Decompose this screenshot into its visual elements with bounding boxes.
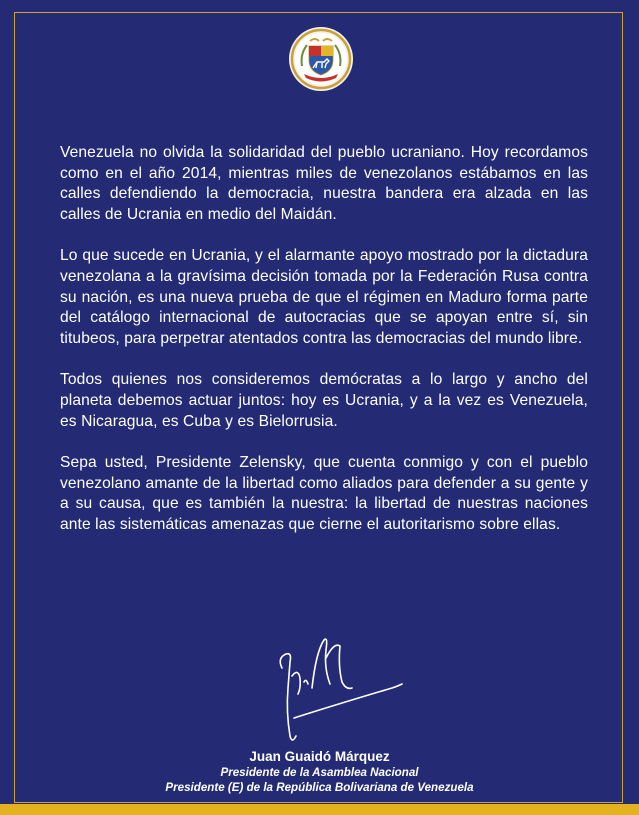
letter-body	[60, 143, 588, 557]
bottom-accent-bar	[0, 804, 639, 815]
letter-paragraph-2: Lo que sucede en Ucrania, y el alarmante apoyo mostrado por la dictadura venezolana a la gravísima decisión tomada por la Federación Rusa contra su nación, es una nueva prueba de que el régimen en Maduro forma parte del catálogo internacional de autocracias que se apoyan entre sí, sin titubeos, para perpetrar atentados contra las democracias del mundo libre.	[60, 247, 588, 347]
letter-paragraph-3: Todos quienes nos consideremos demócratas a lo largo y ancho del planeta debemos actuar juntos: hoy es Ucrania, y a la vez es Venezuela, es Nicaragua, es Cuba y es Bielorrusia.	[60, 371, 588, 430]
letter-paragraph-4: Sepa usted, Presidente Zelensky, que cuenta conmigo y con el pueblo venezolano amante de la libertad como aliados para defender a su gente y a su causa, que es también la nuestra: la libertad de nuestras naciones ante las sistemáticas amenazas que cierne el autoritarismo sobre ellas.	[60, 454, 588, 533]
handwritten-signature	[268, 632, 408, 744]
letter-paragraph-1: Venezuela no olvida la solidaridad del pueblo ucraniano. Hoy recordamos como en el año 2014, mientras miles de venezolanos estábamos en las calles defendiendo la democracia, nuestra bandera era alzada en las calles de Ucrania en medio del Maidán.	[60, 144, 588, 223]
signatory-title-1: Presidente de la Asamblea Nacional	[220, 766, 419, 779]
signature-block	[0, 748, 639, 795]
coat-of-arms-seal-icon	[288, 26, 354, 92]
signatory-name: Juan Guaidó Márquez	[249, 749, 390, 764]
signatory-title-2: Presidente (E) de la República Bolivariana de Venezuela	[165, 781, 474, 794]
